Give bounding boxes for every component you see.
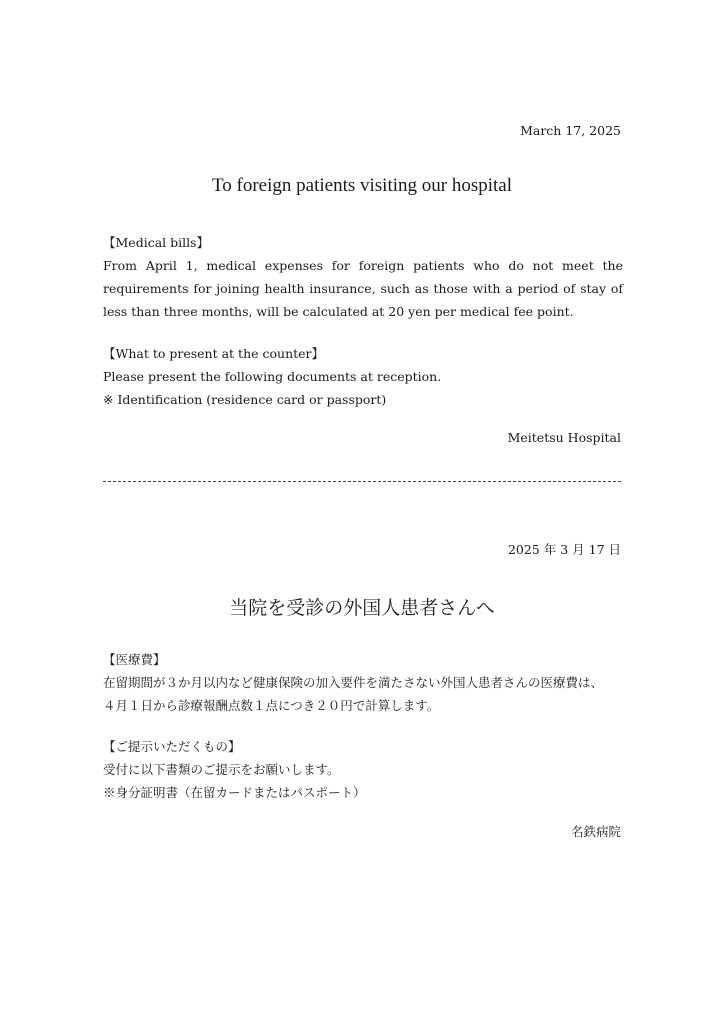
japanese-date: 2025 年 3 月 17 日	[507, 542, 621, 557]
japanese-signature: 名鉄病院	[570, 824, 621, 839]
english-present-line2: ※ Identification (residence card or passport)	[103, 392, 387, 407]
japanese-medical-bills-heading: 【医療費】	[103, 652, 166, 667]
english-present-section	[103, 342, 623, 411]
japanese-medical-bills-line2: ４月１日から診療報酬点数１点につき２０円で計算します。	[103, 698, 440, 713]
japanese-present-heading: 【ご提示いただくもの】	[103, 739, 241, 754]
english-medical-bills-heading: 【Medical bills】	[103, 235, 210, 250]
english-present-line1: Please present the following documents at reception.	[103, 369, 442, 384]
japanese-present-line2: ※身分証明書（在留カードまたはパスポート）	[103, 785, 366, 800]
section-divider	[103, 481, 621, 482]
english-title: To foreign patients visiting our hospital	[212, 175, 512, 196]
english-medical-bills-section	[103, 231, 623, 323]
japanese-medical-bills-section	[103, 648, 623, 717]
japanese-medical-bills-line1: 在留期間が３か月以内など健康保険の加入要件を満たさない外国人患者さんの医療費は、	[103, 675, 604, 690]
japanese-present-line1: 受付に以下書類のご提示をお願いします。	[103, 762, 340, 777]
english-medical-bills-body: From April 1, medical expenses for foreign patients who do not meet the requirements for joining health insurance, such as those with a period of stay of less than three months, will be calculated at 20 yen per medical fee point.	[103, 258, 623, 319]
english-date: March 17, 2025	[520, 123, 621, 138]
english-signature: Meitetsu Hospital	[507, 430, 621, 445]
japanese-present-section	[103, 735, 623, 804]
english-present-heading: 【What to present at the counter】	[103, 346, 325, 361]
japanese-title: 当院を受診の外国人患者さんへ	[229, 597, 495, 619]
